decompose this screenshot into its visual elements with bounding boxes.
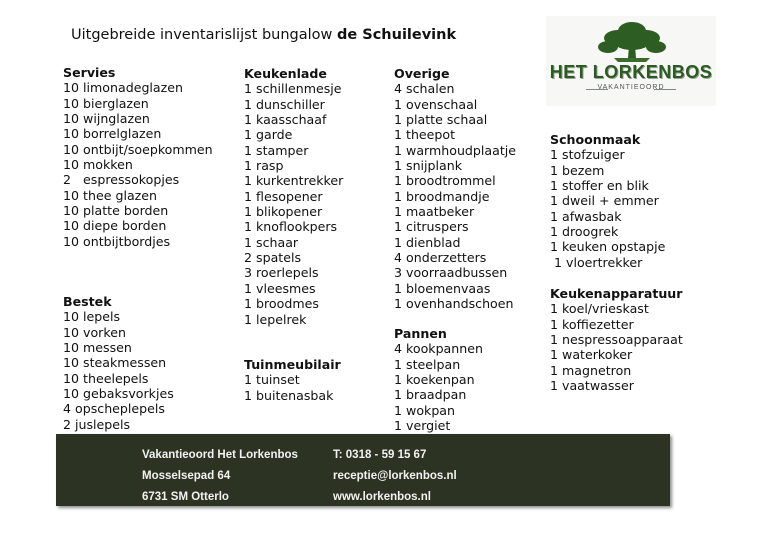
section-heading: Overige <box>394 66 450 81</box>
list-item: 1 koel/vrieskast <box>550 301 649 317</box>
list-item: 3 voorraadbussen <box>394 265 508 281</box>
list-item: 1 knoflookpers <box>244 219 338 235</box>
list-item: 1 dunschiller <box>244 96 325 112</box>
list-item: 1 dweil + emmer <box>550 193 659 209</box>
list-item: 1 wokpan <box>394 402 456 418</box>
list-item: 1 nespressoapparaat <box>550 332 683 348</box>
list-item: 4 onderzetters <box>394 250 487 266</box>
section-heading: Tuinmeubilair <box>244 357 341 372</box>
footer-phone: T: 0318 - 59 15 67 <box>333 449 427 461</box>
title-prefix: Uitgebreide inventarislijst bungalow <box>71 27 333 43</box>
list-item: 2 espressokopjes <box>63 172 180 188</box>
section-heading: Pannen <box>394 326 447 341</box>
section-heading: Bestek <box>63 294 112 309</box>
logo-brand: HET LORKENBOS <box>549 62 713 82</box>
section-bestek <box>63 294 174 432</box>
list-item: 1 vergiet <box>394 418 451 434</box>
list-item: 1 vleesmes <box>244 280 316 296</box>
list-item: 1 warmhoudplaatje <box>394 142 517 158</box>
list-item: 10 thee glazen <box>63 187 157 203</box>
list-item: 1 vaatwasser <box>550 378 634 394</box>
logo-subtitle: VAKANTIEOORD <box>597 84 665 91</box>
list-item: 1 magnetron <box>550 362 632 378</box>
list-item: 10 mokken <box>63 157 133 173</box>
list-item: 1 bloemenvaas <box>394 280 491 296</box>
list-item: 1 steelpan <box>394 356 461 372</box>
list-item: 10 steakmessen <box>63 355 167 371</box>
list-item: 1 bezem <box>550 162 605 178</box>
list-item: 10 borrelglazen <box>63 126 162 142</box>
list-item: 1 snijplank <box>394 158 463 174</box>
list-item: 1 theepot <box>394 127 456 143</box>
list-item: 1 citruspers <box>394 219 469 235</box>
list-item: 10 wijnglazen <box>63 111 150 127</box>
list-item: 10 ontbijt/soepkommen <box>63 141 213 157</box>
list-item: 4 opscheplepels <box>63 401 165 417</box>
list-item: 10 vorken <box>63 324 126 340</box>
list-item: 1 broodtrommel <box>394 173 496 189</box>
list-item: 1 kurkentrekker <box>244 173 344 189</box>
list-item: 10 gebaksvorkjes <box>63 386 174 402</box>
list-item: 1 keuken opstapje <box>550 239 666 255</box>
title-bungalow-name: de Schuilevink <box>337 27 457 43</box>
footer-street: Mosselsepad 64 <box>142 470 231 482</box>
list-item: 1 ovenhandschoen <box>394 296 514 312</box>
list-item: 10 platte borden <box>63 203 169 219</box>
section-keukenlade <box>244 66 343 327</box>
section-schoonmaak <box>550 132 665 270</box>
list-item: 10 bierglazen <box>63 95 149 111</box>
list-item: 10 messen <box>63 340 132 356</box>
list-item: 10 ontbijtbordjes <box>63 233 171 249</box>
list-item: 1 ovenschaal <box>394 96 478 112</box>
footer-website: www.lorkenbos.nl <box>333 491 431 503</box>
list-item: 1 garde <box>244 127 293 143</box>
page-title <box>71 27 456 43</box>
footer-company-name: Vakantieoord Het Lorkenbos <box>142 449 298 461</box>
list-item: 10 theelepels <box>63 370 149 386</box>
section-heading: Keukenlade <box>244 66 327 81</box>
list-item: 1 maatbeker <box>394 204 475 220</box>
list-item: 1 buitenasbak <box>244 387 334 403</box>
list-item: 1 afwasbak <box>550 208 622 224</box>
list-item: 10 limonadeglazen <box>63 80 183 96</box>
footer-postcode-city: 6731 SM Otterlo <box>142 491 229 503</box>
list-item: 1 broodmandje <box>394 188 490 204</box>
footer-email: receptie@lorkenbos.nl <box>333 470 457 482</box>
list-item: 1 stofzuiger <box>550 147 625 163</box>
list-item: 2 spatels <box>244 250 302 266</box>
list-item: 2 juslepels <box>63 416 131 432</box>
section-heading: Schoonmaak <box>550 132 641 147</box>
list-item: 1 droogrek <box>550 224 619 240</box>
section-tuinmeubilair <box>244 357 341 403</box>
section-heading: Servies <box>63 65 116 80</box>
list-item: 1 schillenmesje <box>244 81 342 97</box>
logo <box>546 16 716 106</box>
list-item: 3 roerlepels <box>244 265 319 281</box>
section-servies <box>63 65 213 249</box>
footer-contact <box>333 445 457 508</box>
list-item: 1 braadpan <box>394 387 467 403</box>
list-item: 1 platte schaal <box>394 112 488 128</box>
list-item: 4 schalen <box>394 81 455 97</box>
list-item: 1 flesopener <box>244 188 323 204</box>
section-keukenapparatuur <box>550 286 683 393</box>
list-item: 1 waterkoker <box>550 347 633 363</box>
footer-contact-bar <box>56 434 670 506</box>
list-item: 10 diepe borden <box>63 218 167 234</box>
list-item: 1 broodmes <box>244 296 319 312</box>
list-item: 1 tuinset <box>244 372 300 388</box>
list-item: 1 schaar <box>244 234 299 250</box>
list-item: 1 lepelrek <box>244 311 307 327</box>
section-heading: Keukenapparatuur <box>550 286 683 301</box>
list-item: 4 kookpannen <box>394 341 483 357</box>
section-pannen <box>394 326 483 433</box>
list-item: 1 vloertrekker <box>550 254 643 270</box>
tree-icon <box>594 20 670 64</box>
list-item: 1 koffiezetter <box>550 316 634 332</box>
footer-address <box>142 445 298 508</box>
list-item: 1 kaasschaaf <box>244 112 327 128</box>
list-item: 10 lepels <box>63 309 121 325</box>
list-item: 1 dienblad <box>394 234 461 250</box>
list-item: 1 blikopener <box>244 204 323 220</box>
list-item: 1 stamper <box>244 142 309 158</box>
list-item: 1 stoffer en blik <box>550 178 649 194</box>
list-item: 1 rasp <box>244 158 284 174</box>
list-item: 1 koekenpan <box>394 372 475 388</box>
section-overige <box>394 66 516 312</box>
